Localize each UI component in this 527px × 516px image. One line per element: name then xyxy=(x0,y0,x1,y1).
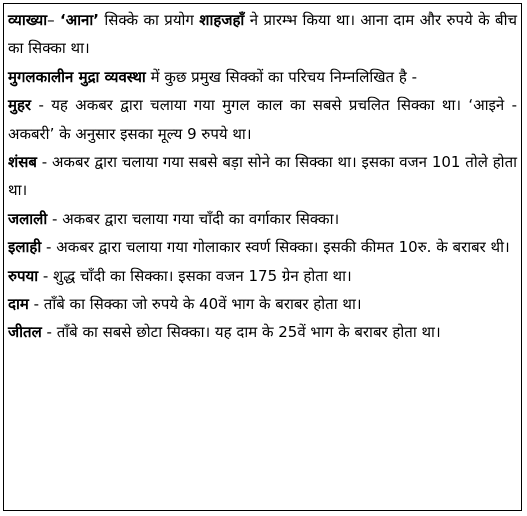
coin-desc: - अकबर द्वारा चलाया गया गोलाकार स्वर्ण सिक्का। इसकी कीमत 10रु. के बराबर थी। xyxy=(41,238,510,257)
coin-entry-ilahi xyxy=(8,233,517,261)
coin-desc: - अकबर द्वारा चलाया गया चाँदी का वर्गाकार सिक्का। xyxy=(47,209,340,228)
coin-desc: - अकबर द्वारा चलाया गया सबसे बड़ा सोने का सिक्का था। इसका वजन 101 तोले होता था। xyxy=(8,153,517,200)
coin-desc: - शुद्ध चाँदी का सिक्का। इसका वजन 175 ग्रेन होता था। xyxy=(38,266,352,285)
coin-name: जीतल xyxy=(8,323,42,342)
coin-name: इलाही xyxy=(8,238,42,257)
heading-rest: में कुछ प्रमुख सिक्कों का परिचय निम्नलिखित है - xyxy=(145,67,418,86)
section-heading: मुगलकालीन मुद्रा व्यवस्था xyxy=(8,67,146,86)
coin-entry-jeetal xyxy=(8,318,517,346)
intro-mid: सिक्के का प्रयोग xyxy=(98,11,200,29)
coin-name: जलाली xyxy=(8,209,48,228)
heading-paragraph xyxy=(8,63,517,91)
explanation-dash: – xyxy=(47,11,60,29)
coin-name: दाम xyxy=(8,295,29,314)
text-box xyxy=(3,3,522,511)
coin-desc: - ताँबे का सबसे छोटा सिक्का। यह दाम के 25वें भाग के बराबर होता था। xyxy=(41,323,441,342)
coin-entry-jalali xyxy=(8,205,517,233)
coin-name: शंसब xyxy=(8,153,37,172)
coin-entry-muhar xyxy=(8,91,517,148)
coin-name: मुहर xyxy=(8,96,32,115)
coin-entry-dam xyxy=(8,290,517,318)
intro-paragraph xyxy=(8,6,517,63)
coin-entry-rupaya xyxy=(8,262,517,290)
coin-desc: - ताँबे का सिक्का जो रुपये के 40वें भाग के बराबर होता था। xyxy=(28,295,362,314)
coin-entry-shansab xyxy=(8,148,517,205)
intro-rest: ने प्रारम्भ किया था। आना दाम और रुपये के बीच का सिक्का था। xyxy=(8,11,518,58)
coin-desc: - यह अकबर द्वारा चलाया गया मुगल काल का सबसे प्रचलित सिक्का था। ‘आइने - अकबरी’ के अनुसार इसका मूल्य 9 रुपये था। xyxy=(8,96,517,143)
aana-term: ‘आना’ xyxy=(60,11,99,29)
ruler-name: शाहजहाँ xyxy=(199,11,245,29)
explanation-label: व्याख्या xyxy=(8,11,48,29)
coin-name: रुपया xyxy=(8,266,39,285)
